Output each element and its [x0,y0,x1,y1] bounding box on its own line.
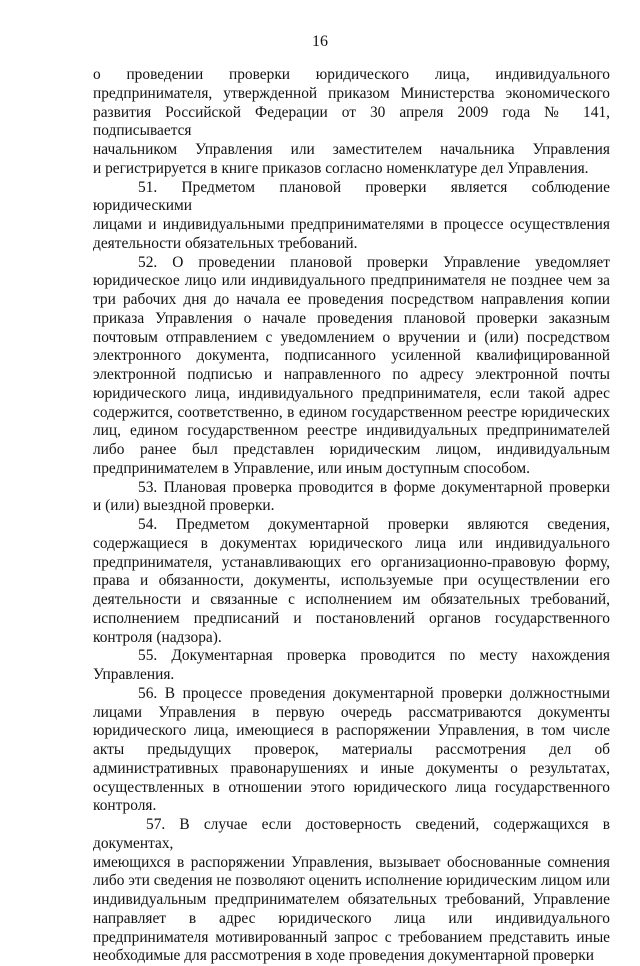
paragraph-54 [93,516,610,647]
text-line: предпринимателя мотивированный запрос с требованием представить иные [93,928,610,946]
text-line: деятельности и связанные с исполнением им обязательных требований, [93,591,610,608]
document-body [93,66,610,966]
text-line: деятельности обязательных требований. [93,234,358,252]
text-line: права и обязанности, документы, используемые при осуществлении его [93,572,610,590]
text-line: 55. Документарная проверка проводится по месту нахождения [138,647,610,665]
text-line: контроля. [93,797,157,815]
paragraph-57 [93,816,610,966]
text-line: электронного документа, подписанного усиленной квалифицированной [93,347,610,365]
text-line: контроля (надзора). [93,628,222,646]
text-line: осуществленных в отношении этого юридического лица государственного [93,778,610,796]
text-line: начальником Управления или заместителем начальника Управления [93,141,610,158]
paragraph-53 [93,479,610,517]
text-line: акты предыдущих проверок, материалы рассмотрения дел об [93,741,610,758]
text-line: административных правонарушениях и иные документы о результатах, [93,759,610,777]
text-line: предпринимателя, утвержденной приказом Министерства экономического [93,84,610,102]
text-line: 56. В процессе проведения документарной проверки должностными [138,684,610,702]
text-line: индивидуальным предпринимателем обязательных требований, Управление [93,891,610,908]
page-number: 16 [312,33,328,50]
text-line: 52. О проведении плановой проверки Управление уведомляет [138,253,610,271]
text-line: приказа Управления о начале проведения плановой проверки заказным [93,309,610,327]
text-line: почтовым отправлением с уведомлением о вручении и (или) посредством [93,328,610,346]
text-line: направляет в адрес юридического лица или индивидуального [93,909,610,927]
text-line: юридического лица, индивидуального предпринимателя, если такой адрес [93,384,610,402]
text-line: необходимые для рассмотрения в ходе проведения документарной проверки [93,947,594,965]
text-line: юридическое лицо или индивидуального предпринимателя не позднее чем за [93,272,610,290]
text-line: 54. Предметом документарной проверки являются сведения, [138,516,610,533]
paragraph-55 [93,647,610,685]
text-line: лиц, едином государственном реестре индивидуальных предпринимателей [93,422,610,440]
text-line: предпринимателя, устанавливающих его организационно-правовую форму, [93,553,610,571]
text-line: имеющихся в распоряжении Управления, вызывает обоснованные сомнения [93,853,610,871]
text-line: исполнением предписаний и постановлений органов государственного [93,609,610,627]
text-line: 53. Плановая проверка проводится в форме документарной проверки [138,478,610,496]
text-line: и регистрируется в книге приказов согласно номенклатуре дел Управления. [93,159,589,177]
text-line: лицами Управления в первую очередь рассматриваются документы [93,703,610,721]
paragraph-intro-continuation [93,66,610,179]
text-line: содержится, соответственно, в едином государственном реестре юридических [93,403,610,421]
text-line: либо эти сведения не позволяют оценить исполнение юридическим лицом или [93,872,611,890]
text-line: 57. В случае если достоверность сведений, содержащихся в документах, [93,816,610,852]
text-line: либо ранее был представлен юридическим лицом, индивидуальным [93,441,610,458]
text-line: предпринимателем в Управление, или иным доступным способом. [93,459,531,477]
text-line: электронной подписью и направленного по адресу электронной почты [93,366,610,383]
text-line: и (или) выездной проверки. [93,497,275,515]
text-line: три рабочих дня до начала ее проведения посредством направления копии [93,291,610,308]
text-line: Управления. [93,666,175,683]
text-line: о проведении проверки юридического лица, индивидуального [93,66,610,83]
text-line: содержащиеся в документах юридического лица или индивидуального [93,534,610,552]
text-line: юридического лица, имеющиеся в распоряжении Управления, в том числе [93,722,610,740]
paragraph-56 [93,685,610,816]
text-line: развития Российской Федерации от 30 апреля 2009 года № 141, подписывается [93,103,610,140]
text-line: 51. Предметом плановой проверки является соблюдение юридическими [93,178,610,215]
text-line: лицами и индивидуальными предпринимателями в процессе осуществления [93,216,610,233]
paragraph-52 [93,254,610,479]
paragraph-51 [93,179,610,254]
